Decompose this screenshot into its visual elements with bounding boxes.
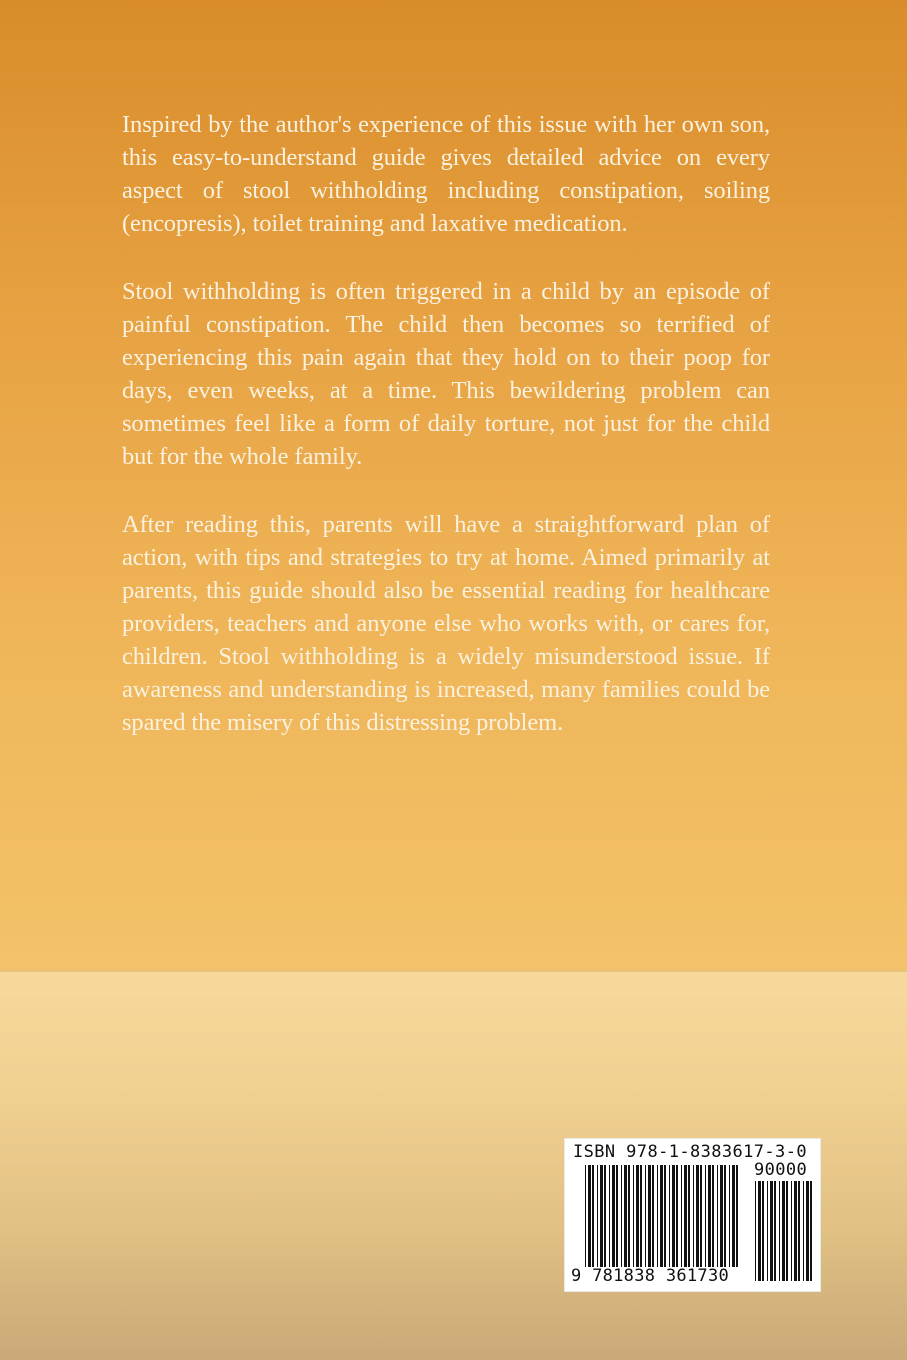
ean-bar [585,1165,586,1267]
ean-bar [609,1165,610,1267]
ean-bar [736,1165,738,1267]
isbn-barcode-box [564,1138,821,1292]
ean-bar [684,1165,687,1267]
ean-bar [657,1165,658,1267]
ean-bar [688,1165,690,1267]
ean-bar [612,1165,615,1267]
addon-code: 90000 [754,1160,808,1180]
addon-bar [798,1181,800,1281]
blurb-paragraph-2: Stool withholding is often triggered in a child by an episode of painful constipation. The child then becomes so terrified of experiencing this pain again that they hold on to their poop for days, even weeks, at a time. This bewildering problem can sometimes feel like a form of daily torture, not just for the child but for the whole family. [122,278,770,470]
addon-bar [758,1181,761,1281]
ean-bar [628,1165,630,1267]
ean-bar [600,1165,603,1267]
ean-bar [676,1165,678,1267]
addon-bar [806,1181,809,1281]
addon-bar [810,1181,812,1281]
ean-bar [616,1165,618,1267]
ean-bar [732,1165,735,1267]
addon-bar [791,1181,792,1281]
blurb-paragraph-1: Inspired by the author's experience of this issue with her own son, this easy-to-understand guide gives detailed advice on every aspect of stool withholding including constipation, soiling (encopresis), toilet training and laxative medication. [122,111,770,237]
ean-bar [724,1165,726,1267]
ean-bar [712,1165,714,1267]
ean-bar [597,1165,598,1267]
ean-bar [672,1165,675,1267]
ean-bar [681,1165,682,1267]
ean-bar [720,1165,723,1267]
blurb-text [122,108,770,774]
ean-bar [700,1165,702,1267]
ean-bar [604,1165,606,1267]
ean-bar [588,1165,591,1267]
ean-bar [705,1165,706,1267]
addon-bar [767,1181,768,1281]
addon-bar [755,1181,756,1281]
ean-bar [708,1165,711,1267]
ean-bar [645,1165,646,1267]
addon-bar [803,1181,804,1281]
addon-bar [794,1181,797,1281]
isbn-label: ISBN 978-1-8383617-3-0 [573,1142,807,1162]
ean-bar [636,1165,639,1267]
addon-bar [779,1181,780,1281]
ean-bar [640,1165,642,1267]
ean-bar [633,1165,634,1267]
ean-bar [592,1165,594,1267]
addon-bar [774,1181,776,1281]
addon-bar [770,1181,773,1281]
ean-bar [664,1165,666,1267]
ean-bar [660,1165,663,1267]
ean-digits: 9 781838 361730 [571,1266,730,1286]
blurb-paragraph-3: After reading this, parents will have a straightforward plan of action, with tips and strategies to try at home. Aimed primarily at parents, this guide should also be essential reading for healthcare providers, teachers and anyone else who works with, or cares for, children. Stool withholding is a widely misunderstood issue. If awareness and understanding is increased, many families could be spared the misery of this distressing problem. [122,511,770,736]
ean-bar [624,1165,627,1267]
addon-bar [762,1181,764,1281]
ean-bar [621,1165,622,1267]
ean-bar [693,1165,694,1267]
ean-bar [729,1165,730,1267]
ean-bar [652,1165,654,1267]
ean-bar [717,1165,718,1267]
ean-bar [669,1165,670,1267]
ean-bar [696,1165,699,1267]
ean-bar [648,1165,651,1267]
addon-bar [786,1181,788,1281]
addon-bar [782,1181,785,1281]
